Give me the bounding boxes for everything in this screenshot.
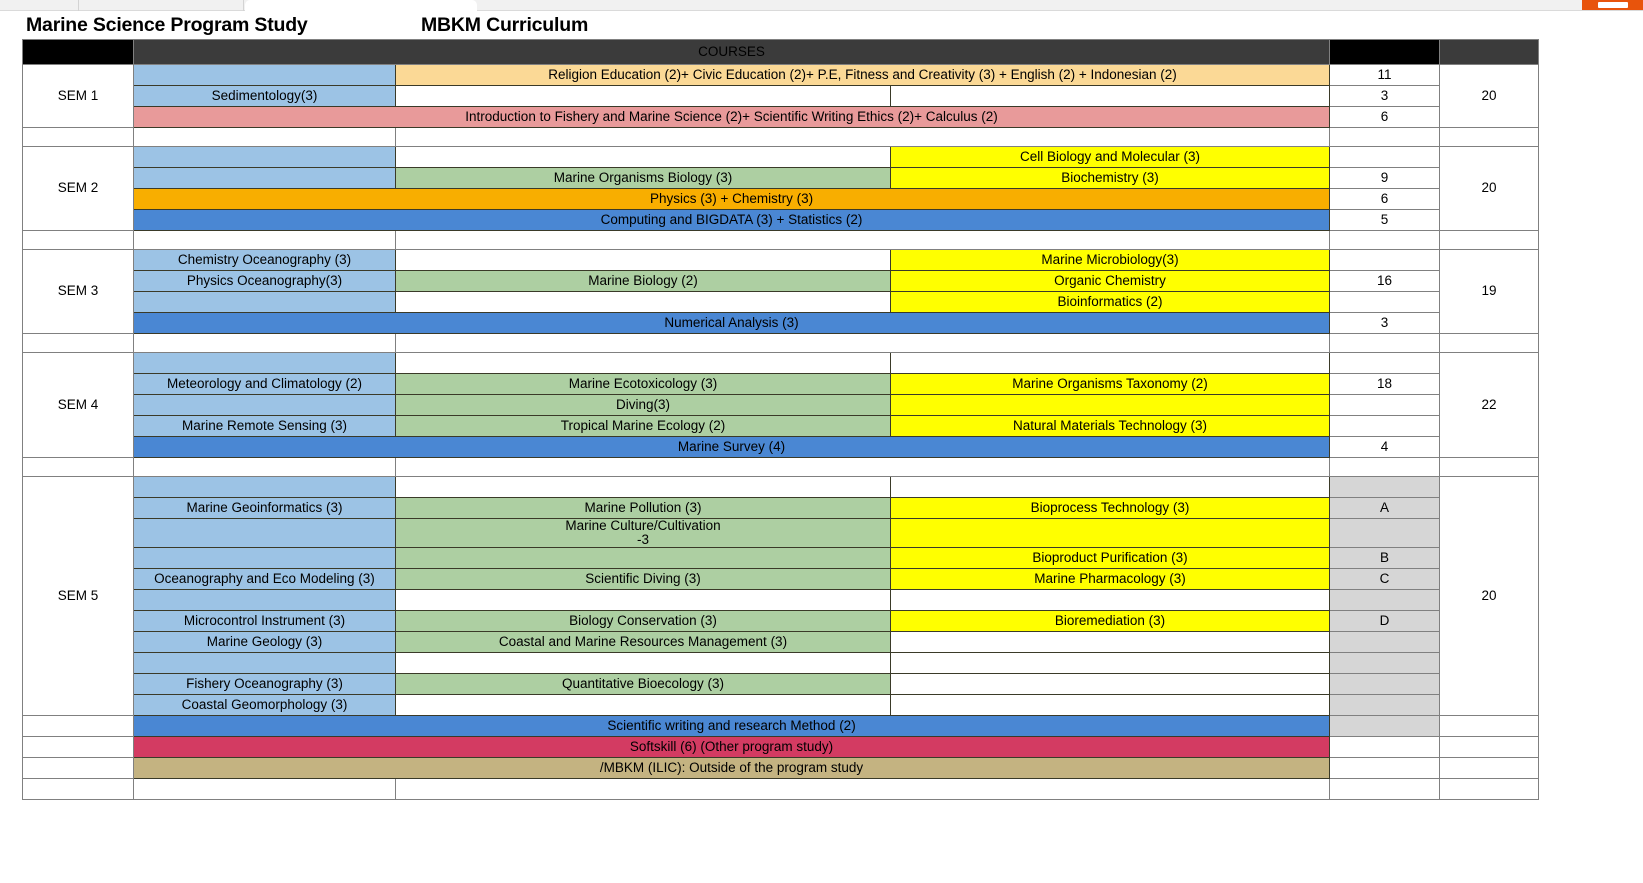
course-cell[interactable]: Tropical Marine Ecology (2) <box>396 416 891 437</box>
scu-cell[interactable]: 3 <box>1330 313 1440 334</box>
table-row <box>23 632 1539 653</box>
table-row <box>23 374 1539 395</box>
semester-label-4: SEM 4 <box>23 353 134 458</box>
table-row <box>23 65 1539 86</box>
course-cell[interactable]: Bioremediation (3) <box>891 611 1330 632</box>
course-cell[interactable] <box>134 477 396 498</box>
scu-cell[interactable] <box>1330 147 1440 168</box>
course-cell[interactable]: Marine Ecotoxicology (3) <box>396 374 891 395</box>
blank-sem-cell <box>23 779 134 800</box>
course-cell[interactable] <box>134 65 396 86</box>
separator-cell-total <box>1440 128 1539 147</box>
course-cell[interactable]: Physics Oceanography(3) <box>134 271 396 292</box>
scu-cell[interactable]: 6 <box>1330 189 1440 210</box>
separator-cell-sem <box>23 334 134 353</box>
course-cell[interactable]: Marine Geology (3) <box>134 632 396 653</box>
page-title: Marine Science Program Study <box>26 14 308 36</box>
table-row <box>23 611 1539 632</box>
trailing-blank-row <box>23 779 1539 800</box>
course-cell[interactable]: Quantitative Bioecology (3) <box>396 674 891 695</box>
footer-banner-cell[interactable]: Scientific writing and research Method (2) <box>134 716 1330 737</box>
table-row <box>23 498 1539 519</box>
course-cell[interactable] <box>134 653 396 674</box>
table-row <box>23 189 1539 210</box>
blank-total-cell <box>1440 779 1539 800</box>
separator-cell-sem <box>23 128 134 147</box>
scu-cell[interactable]: A <box>1330 498 1440 519</box>
table-row <box>23 271 1539 292</box>
course-cell[interactable] <box>891 674 1330 695</box>
course-cell[interactable]: Marine Pharmacology (3) <box>891 569 1330 590</box>
spreadsheet-canvas <box>0 11 1643 883</box>
page-subtitle: MBKM Curriculum <box>421 14 589 36</box>
scu-cell[interactable] <box>1330 653 1440 674</box>
footer-row <box>23 758 1539 779</box>
semester-label-3: SEM 3 <box>23 250 134 334</box>
course-cell[interactable]: Numerical Analysis (3) <box>134 313 1330 334</box>
course-cell[interactable] <box>891 477 1330 498</box>
course-cell[interactable] <box>891 632 1330 653</box>
scu-cell[interactable] <box>1330 632 1440 653</box>
table-row <box>23 548 1539 569</box>
footer-total-cell[interactable] <box>1440 758 1539 779</box>
active-browser-tab[interactable] <box>245 0 477 11</box>
separator-cell-courses <box>396 231 1330 250</box>
table-row <box>23 695 1539 716</box>
scu-cell[interactable] <box>1330 477 1440 498</box>
scu-cell[interactable]: 6 <box>1330 107 1440 128</box>
course-cell[interactable]: Fishery Oceanography (3) <box>134 674 396 695</box>
course-cell[interactable]: Diving(3) <box>396 395 891 416</box>
curriculum-table-body <box>23 40 1539 800</box>
course-cell[interactable] <box>396 292 891 313</box>
course-cell[interactable] <box>396 695 891 716</box>
scu-cell[interactable]: B <box>1330 548 1440 569</box>
separator-cell-blue <box>134 128 396 147</box>
course-cell[interactable] <box>134 292 396 313</box>
footer-banner-cell[interactable]: Softskill (6) (Other program study) <box>134 737 1330 758</box>
separator-cell-sem <box>23 231 134 250</box>
separator-row <box>23 231 1539 250</box>
separator-cell-total <box>1440 334 1539 353</box>
column-header-total <box>1440 40 1539 65</box>
separator-row <box>23 334 1539 353</box>
scu-cell[interactable] <box>1330 695 1440 716</box>
separator-cell-courses <box>396 128 1330 147</box>
table-row <box>23 395 1539 416</box>
footer-row <box>23 716 1539 737</box>
scu-cell[interactable] <box>1330 416 1440 437</box>
column-header-scu: SCU <box>1330 40 1440 65</box>
course-cell[interactable]: Bioprocess Technology (3) <box>891 498 1330 519</box>
course-cell[interactable]: Biology Conservation (3) <box>396 611 891 632</box>
course-cell[interactable] <box>396 548 891 569</box>
table-row <box>23 313 1539 334</box>
scu-cell[interactable]: 5 <box>1330 210 1440 231</box>
course-cell[interactable]: Marine Geoinformatics (3) <box>134 498 396 519</box>
table-row <box>23 416 1539 437</box>
tab-separator <box>243 0 244 11</box>
course-cell[interactable] <box>891 519 1330 548</box>
course-cell[interactable]: Physics (3) + Chemistry (3) <box>134 189 1330 210</box>
curriculum-table <box>22 39 1539 800</box>
footer-scu-cell[interactable] <box>1330 716 1440 737</box>
table-row <box>23 590 1539 611</box>
course-cell[interactable]: Bioinformatics (2) <box>891 292 1330 313</box>
separator-cell-sem <box>23 458 134 477</box>
footer-sem-cell <box>23 758 134 779</box>
table-row <box>23 437 1539 458</box>
course-cell[interactable]: Cell Biology and Molecular (3) <box>891 147 1330 168</box>
scu-cell[interactable]: D <box>1330 611 1440 632</box>
footer-total-cell[interactable] <box>1440 716 1539 737</box>
scu-cell[interactable]: 16 <box>1330 271 1440 292</box>
semester-label-2: SEM 2 <box>23 147 134 231</box>
separator-cell-scu <box>1330 458 1440 477</box>
semester-total-cell[interactable]: 22 <box>1440 353 1539 458</box>
course-cell[interactable] <box>134 395 396 416</box>
course-cell[interactable]: Coastal and Marine Resources Management (3) <box>396 632 891 653</box>
course-cell[interactable]: Marine Pollution (3) <box>396 498 891 519</box>
scu-cell[interactable] <box>1330 353 1440 374</box>
table-row <box>23 210 1539 231</box>
separator-cell-scu <box>1330 128 1440 147</box>
scu-cell[interactable]: 3 <box>1330 86 1440 107</box>
table-row <box>23 674 1539 695</box>
course-cell[interactable] <box>396 653 891 674</box>
separator-row <box>23 128 1539 147</box>
scu-cell[interactable] <box>1330 674 1440 695</box>
table-row <box>23 477 1539 498</box>
table-row <box>23 292 1539 313</box>
course-cell[interactable] <box>396 86 891 107</box>
course-cell[interactable] <box>396 250 891 271</box>
table-row <box>23 653 1539 674</box>
scu-cell[interactable]: 18 <box>1330 374 1440 395</box>
course-cell[interactable]: Marine Biology (2) <box>396 271 891 292</box>
course-cell[interactable] <box>134 519 396 548</box>
course-cell[interactable] <box>396 590 891 611</box>
course-cell[interactable]: Marine Organisms Biology (3) <box>396 168 891 189</box>
table-row <box>23 147 1539 168</box>
course-cell[interactable] <box>134 147 396 168</box>
course-cell[interactable]: Marine Organisms Taxonomy (2) <box>891 374 1330 395</box>
course-cell[interactable]: Religion Education (2)+ Civic Education (2)+ P.E, Fitness and Creativity (3) + English (2) + Indonesian (2) <box>396 65 1330 86</box>
scu-cell[interactable] <box>1330 590 1440 611</box>
separator-cell-scu <box>1330 334 1440 353</box>
extension-button[interactable] <box>1582 0 1643 10</box>
course-cell[interactable]: Chemistry Oceanography (3) <box>134 250 396 271</box>
scu-cell[interactable]: 11 <box>1330 65 1440 86</box>
course-cell[interactable]: Bioproduct Purification (3) <box>891 548 1330 569</box>
course-cell[interactable]: Sedimentology(3) <box>134 86 396 107</box>
table-row <box>23 519 1539 548</box>
course-cell[interactable]: Biochemistry (3) <box>891 168 1330 189</box>
tab-separator <box>78 0 79 11</box>
course-cell[interactable]: Organic Chemistry <box>891 271 1330 292</box>
course-cell[interactable] <box>134 353 396 374</box>
footer-sem-cell <box>23 737 134 758</box>
blank-scu-cell <box>1330 779 1440 800</box>
separator-cell-blue <box>134 458 396 477</box>
footer-scu-cell[interactable] <box>1330 737 1440 758</box>
course-cell[interactable] <box>396 353 891 374</box>
table-row <box>23 86 1539 107</box>
course-cell[interactable] <box>891 590 1330 611</box>
course-cell[interactable]: Meteorology and Climatology (2) <box>134 374 396 395</box>
semester-total-cell[interactable]: 20 <box>1440 477 1539 716</box>
separator-cell-total <box>1440 458 1539 477</box>
course-cell[interactable]: Coastal Geomorphology (3) <box>134 695 396 716</box>
semester-label-1: SEM 1 <box>23 65 134 128</box>
course-cell[interactable]: Introduction to Fishery and Marine Science (2)+ Scientific Writing Ethics (2)+ Calculus (2) <box>134 107 1330 128</box>
separator-row <box>23 458 1539 477</box>
extension-button-glyph <box>1598 2 1628 8</box>
footer-total-cell[interactable] <box>1440 737 1539 758</box>
table-row <box>23 107 1539 128</box>
column-header-courses: COURSES <box>134 40 1330 65</box>
separator-cell-total <box>1440 231 1539 250</box>
footer-row <box>23 737 1539 758</box>
course-cell[interactable]: Marine Survey (4) <box>134 437 1330 458</box>
browser-tab-strip <box>0 0 1643 11</box>
course-cell[interactable]: Computing and BIGDATA (3) + Statistics (2) <box>134 210 1330 231</box>
scu-cell[interactable] <box>1330 292 1440 313</box>
course-cell[interactable]: Marine Microbiology(3) <box>891 250 1330 271</box>
separator-cell-courses <box>396 458 1330 477</box>
separator-cell-scu <box>1330 231 1440 250</box>
course-cell[interactable]: Marine Culture/Cultivation -3 <box>396 519 891 548</box>
table-header-row <box>23 40 1539 65</box>
separator-cell-courses <box>396 334 1330 353</box>
scu-cell[interactable] <box>1330 250 1440 271</box>
course-cell[interactable]: Oceanography and Eco Modeling (3) <box>134 569 396 590</box>
course-cell[interactable] <box>891 86 1330 107</box>
separator-cell-blue <box>134 334 396 353</box>
course-cell[interactable] <box>891 353 1330 374</box>
column-header-sem: SEM <box>23 40 134 65</box>
course-cell[interactable] <box>891 395 1330 416</box>
course-cell[interactable] <box>396 147 891 168</box>
scu-cell[interactable]: 9 <box>1330 168 1440 189</box>
scu-cell[interactable]: 4 <box>1330 437 1440 458</box>
course-cell[interactable] <box>396 477 891 498</box>
course-cell[interactable]: Microcontrol Instrument (3) <box>134 611 396 632</box>
footer-banner-cell[interactable]: /MBKM (ILIC): Outside of the program study <box>134 758 1330 779</box>
footer-sem-cell <box>23 716 134 737</box>
separator-cell-blue <box>134 231 396 250</box>
table-row <box>23 353 1539 374</box>
blank-blue-cell <box>134 779 396 800</box>
semester-total-cell[interactable]: 20 <box>1440 147 1539 231</box>
course-cell[interactable] <box>134 590 396 611</box>
table-row <box>23 250 1539 271</box>
course-cell[interactable]: Marine Remote Sensing (3) <box>134 416 396 437</box>
course-cell[interactable]: Natural Materials Technology (3) <box>891 416 1330 437</box>
course-cell[interactable]: Scientific Diving (3) <box>396 569 891 590</box>
course-cell[interactable] <box>891 695 1330 716</box>
scu-cell[interactable] <box>1330 395 1440 416</box>
semester-total-cell[interactable]: 19 <box>1440 250 1539 334</box>
semester-label-5: SEM 5 <box>23 477 134 716</box>
scu-cell[interactable]: C <box>1330 569 1440 590</box>
blank-courses-cell <box>396 779 1330 800</box>
footer-scu-cell[interactable] <box>1330 758 1440 779</box>
semester-total-cell[interactable]: 20 <box>1440 65 1539 128</box>
table-row <box>23 569 1539 590</box>
course-cell[interactable] <box>134 548 396 569</box>
course-cell[interactable] <box>134 168 396 189</box>
scu-cell[interactable] <box>1330 519 1440 548</box>
table-row <box>23 168 1539 189</box>
title-row <box>0 11 1643 38</box>
course-cell[interactable] <box>891 653 1330 674</box>
